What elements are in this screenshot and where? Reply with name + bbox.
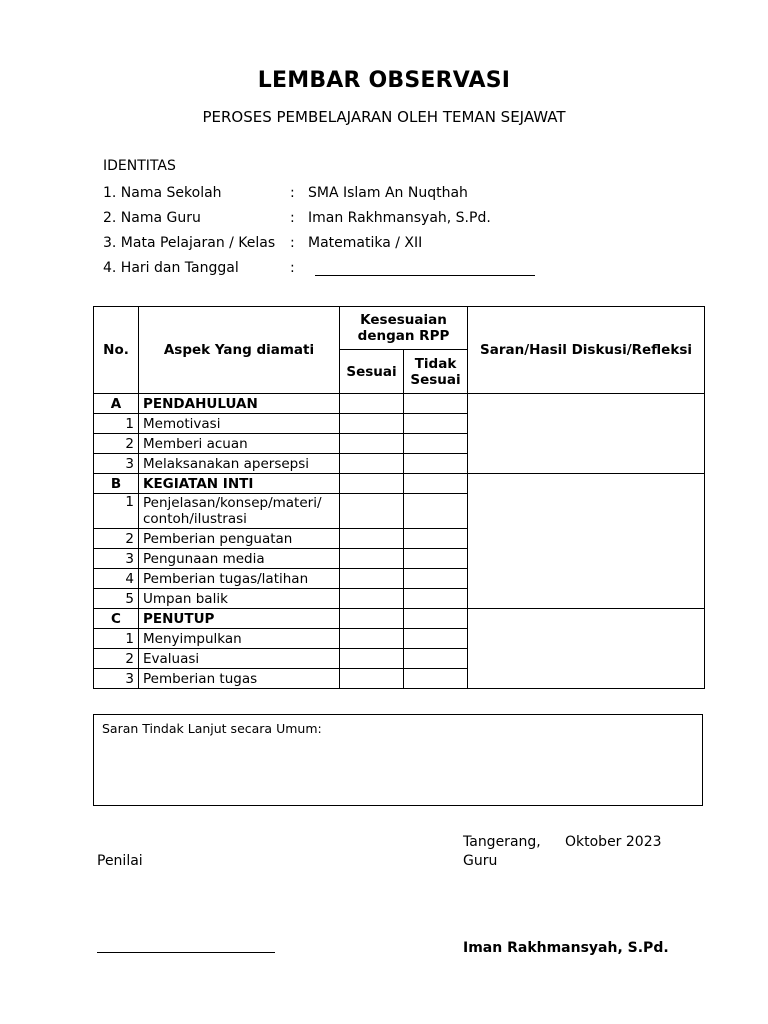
- item-number: 2: [94, 529, 139, 549]
- item-text: Pemberian tugas: [139, 669, 340, 689]
- sesuai-cell[interactable]: [340, 609, 404, 629]
- tidak-sesuai-cell[interactable]: [404, 649, 468, 669]
- sesuai-cell[interactable]: [340, 494, 404, 529]
- saran-umum-box[interactable]: [93, 714, 703, 806]
- header-tidak-line1: Tidak: [414, 355, 457, 372]
- tidak-sesuai-cell[interactable]: [404, 529, 468, 549]
- tidak-sesuai-cell[interactable]: [404, 629, 468, 649]
- tidak-sesuai-cell[interactable]: [404, 494, 468, 529]
- header-sesuai: Sesuai: [340, 350, 404, 394]
- section-title: PENDAHULUAN: [139, 394, 340, 414]
- section-letter: B: [94, 474, 139, 494]
- sesuai-cell[interactable]: [340, 394, 404, 414]
- header-kesesuaian-line2: dengan RPP: [357, 328, 450, 344]
- item-text: Menyimpulkan: [139, 629, 340, 649]
- sesuai-cell[interactable]: [340, 629, 404, 649]
- identitas-colon: :: [290, 210, 295, 226]
- observation-table: [93, 306, 705, 689]
- section-row-c: [94, 609, 705, 629]
- sesuai-cell[interactable]: [340, 669, 404, 689]
- header-kesesuaian-line1: Kesesuaian: [360, 312, 447, 328]
- item-number: 3: [94, 669, 139, 689]
- identitas-colon: :: [290, 185, 295, 201]
- item-number: 2: [94, 434, 139, 454]
- tidak-sesuai-cell[interactable]: [404, 434, 468, 454]
- hari-tanggal-blank-line[interactable]: [315, 275, 535, 276]
- section-row-a: [94, 394, 705, 414]
- item-number: 2: [94, 649, 139, 669]
- signature-date: Oktober 2023: [565, 834, 662, 850]
- identitas-row-mata-pelajaran: [103, 235, 623, 260]
- tidak-sesuai-cell[interactable]: [404, 669, 468, 689]
- item-text: Umpan balik: [139, 589, 340, 609]
- tidak-sesuai-cell[interactable]: [404, 394, 468, 414]
- signature-role-penilai: Penilai: [97, 853, 143, 869]
- sesuai-cell[interactable]: [340, 589, 404, 609]
- penilai-signature-line[interactable]: [97, 952, 275, 953]
- item-text: Evaluasi: [139, 649, 340, 669]
- item-text: Memotivasi: [139, 414, 340, 434]
- header-kesesuaian: [340, 307, 468, 350]
- item-number: 5: [94, 589, 139, 609]
- section-letter: A: [94, 394, 139, 414]
- sesuai-cell[interactable]: [340, 529, 404, 549]
- sesuai-cell[interactable]: [340, 414, 404, 434]
- item-number: 1: [94, 629, 139, 649]
- tidak-sesuai-cell[interactable]: [404, 414, 468, 434]
- saran-cell-b[interactable]: [468, 474, 705, 609]
- item-number: 1: [94, 494, 139, 529]
- signature-name-guru: Iman Rakhmansyah, S.Pd.: [463, 940, 669, 956]
- identitas-colon: :: [290, 260, 295, 276]
- sesuai-cell[interactable]: [340, 454, 404, 474]
- tidak-sesuai-cell[interactable]: [404, 569, 468, 589]
- document-title: LEMBAR OBSERVASI: [257, 68, 511, 93]
- identitas-label: 3. Mata Pelajaran / Kelas: [103, 235, 276, 251]
- item-text: Pemberian tugas/latihan: [139, 569, 340, 589]
- header-saran: Saran/Hasil Diskusi/Refleksi: [468, 307, 705, 394]
- document-subtitle: PEROSES PEMBELAJARAN OLEH TEMAN SEJAWAT: [202, 108, 566, 126]
- identitas-label: 2. Nama Guru: [103, 210, 201, 226]
- identitas-label: 4. Hari dan Tanggal: [103, 260, 239, 276]
- table-header-row: [94, 307, 705, 350]
- identitas-value: SMA Islam An Nuqthah: [308, 185, 468, 201]
- saran-cell-c[interactable]: [468, 609, 705, 689]
- section-letter: C: [94, 609, 139, 629]
- tidak-sesuai-cell[interactable]: [404, 549, 468, 569]
- saran-cell-a[interactable]: [468, 394, 705, 474]
- identitas-heading: IDENTITAS: [103, 158, 176, 174]
- section-title: KEGIATAN INTI: [139, 474, 340, 494]
- item-text: Melaksanakan apersepsi: [139, 454, 340, 474]
- item-number: 1: [94, 414, 139, 434]
- identitas-row-hari-tanggal: [103, 260, 623, 285]
- item-text-line2: contoh/ilustrasi: [143, 511, 247, 527]
- sesuai-cell[interactable]: [340, 569, 404, 589]
- sesuai-cell[interactable]: [340, 474, 404, 494]
- item-text: Memberi acuan: [139, 434, 340, 454]
- identitas-row-nama-guru: [103, 210, 623, 235]
- section-row-b: [94, 474, 705, 494]
- signature-place: Tangerang,: [463, 834, 541, 850]
- item-text-line1: Penjelasan/konsep/materi/: [143, 495, 322, 511]
- item-text: [139, 494, 340, 529]
- tidak-sesuai-cell[interactable]: [404, 609, 468, 629]
- saran-umum-label: Saran Tindak Lanjut secara Umum:: [102, 721, 322, 736]
- item-number: 3: [94, 454, 139, 474]
- identitas-label: 1. Nama Sekolah: [103, 185, 222, 201]
- sesuai-cell[interactable]: [340, 549, 404, 569]
- header-tidak-line2: Sesuai: [410, 371, 461, 388]
- signature-role-guru: Guru: [463, 853, 498, 869]
- tidak-sesuai-cell[interactable]: [404, 589, 468, 609]
- identitas-row-nama-sekolah: [103, 185, 623, 210]
- tidak-sesuai-cell[interactable]: [404, 454, 468, 474]
- item-text: Pengunaan media: [139, 549, 340, 569]
- identitas-colon: :: [290, 235, 295, 251]
- identitas-value: Matematika / XII: [308, 235, 423, 251]
- tidak-sesuai-cell[interactable]: [404, 474, 468, 494]
- header-tidak-sesuai: [404, 350, 468, 394]
- header-no: No.: [94, 307, 139, 394]
- item-number: 4: [94, 569, 139, 589]
- section-title: PENUTUP: [139, 609, 340, 629]
- item-text: Pemberian penguatan: [139, 529, 340, 549]
- item-number: 3: [94, 549, 139, 569]
- identitas-list: [103, 185, 623, 285]
- identitas-value: Iman Rakhmansyah, S.Pd.: [308, 210, 491, 226]
- header-aspek: Aspek Yang diamati: [139, 307, 340, 394]
- sesuai-cell[interactable]: [340, 649, 404, 669]
- sesuai-cell[interactable]: [340, 434, 404, 454]
